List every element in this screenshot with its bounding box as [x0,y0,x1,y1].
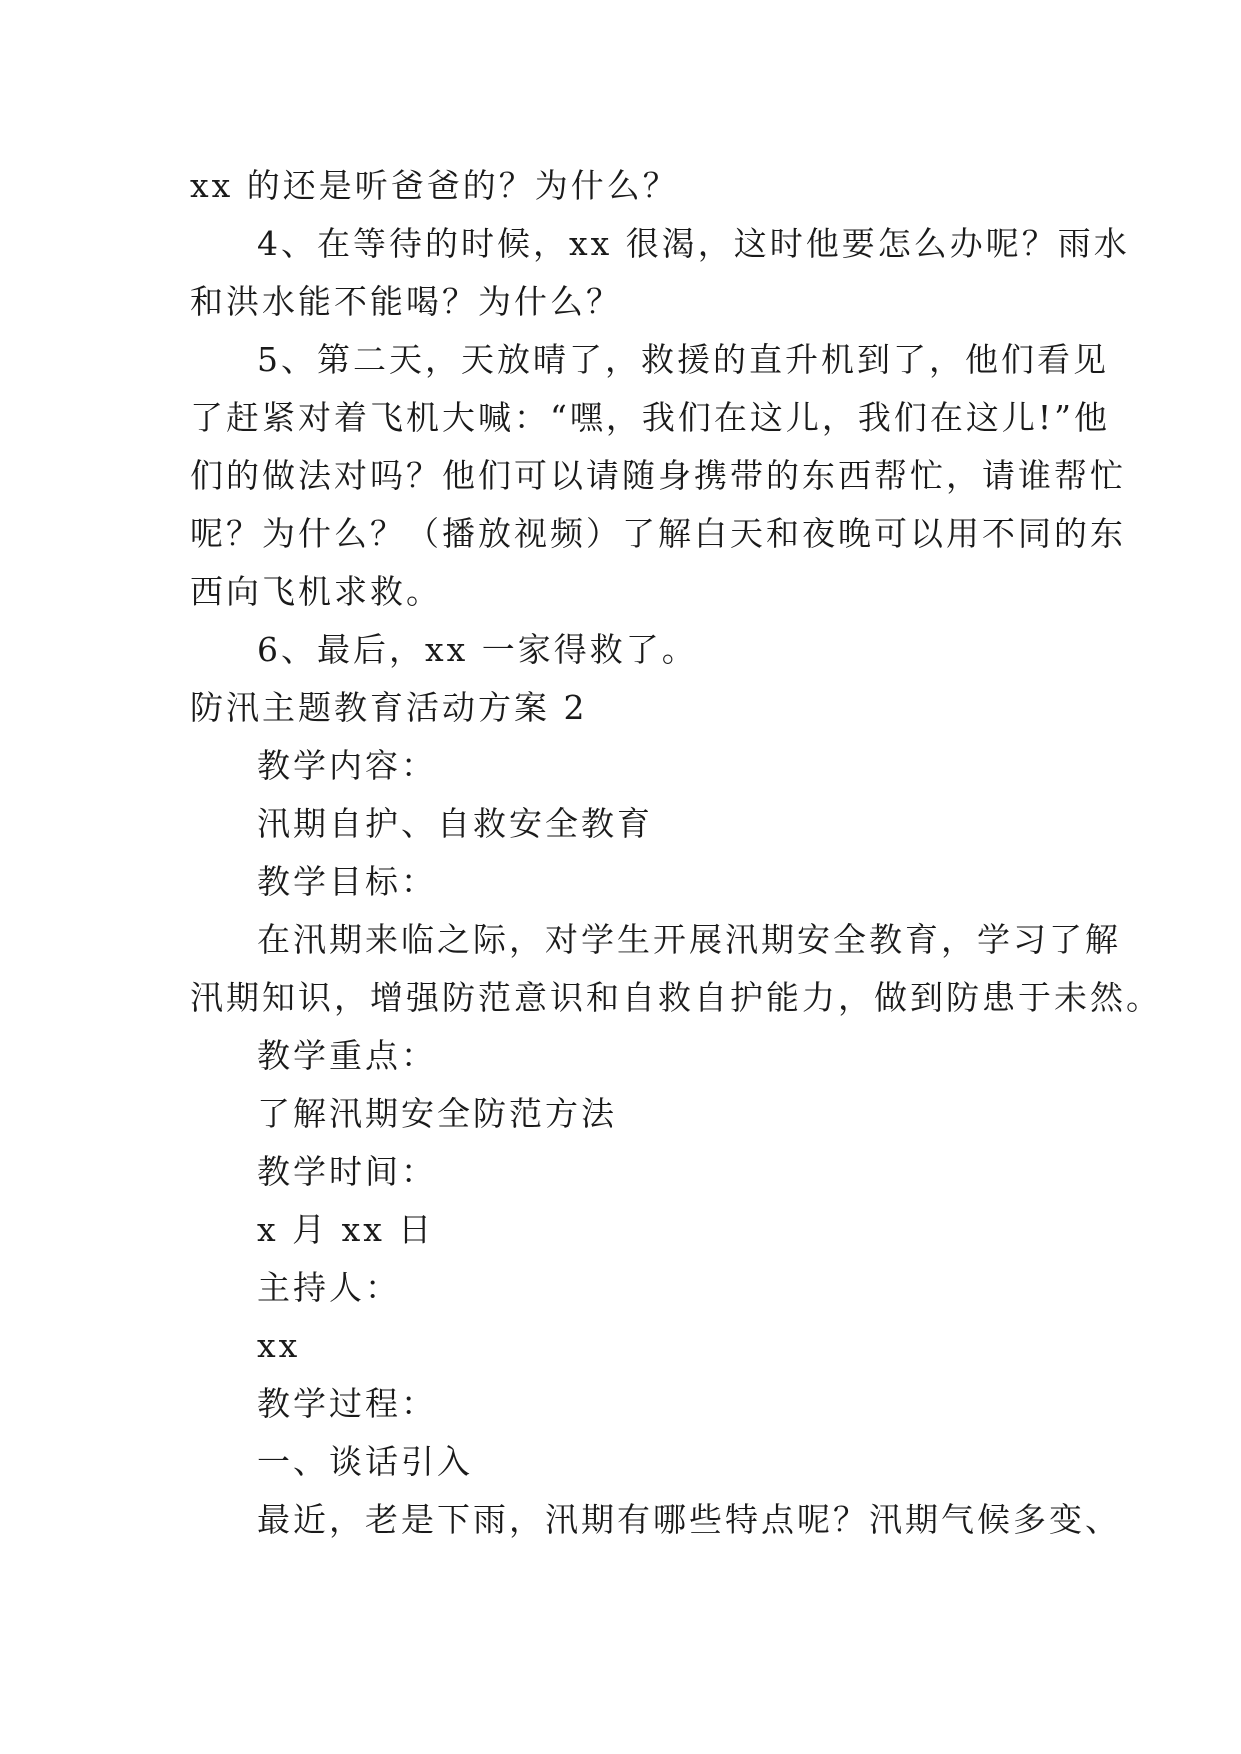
text-line: 主持人： [257,1268,401,1307]
text-line: 和洪水能不能喝？为什么？ [190,282,622,321]
text-line: 呢？为什么？（播放视频）了解白天和夜晚可以用不同的东 [190,514,1126,553]
text-line: 西向飞机求救。 [190,572,442,611]
text-line: 了解汛期安全防范方法 [257,1094,617,1133]
text-line: 了赶紧对着飞机大喊：“嘿，我们在这儿，我们在这儿!”他 [190,398,1111,437]
text-line: xx 的还是听爸爸的？为什么？ [190,166,679,205]
text-line: 教学时间： [257,1152,437,1191]
text-line: 在汛期来临之际，对学生开展汛期安全教育，学习了解 [257,920,1121,959]
text-line: 教学过程： [257,1384,437,1423]
text-line: 们的做法对吗？他们可以请随身携带的东西帮忙，请谁帮忙 [190,456,1126,495]
text-line: 最近，老是下雨，汛期有哪些特点呢？汛期气候多变、 [257,1500,1121,1539]
text-line: 汛期自护、自救安全教育 [257,804,653,843]
text-line: x 月 xx 日 [257,1210,435,1249]
text-line: 一、谈话引入 [257,1442,473,1481]
text-line: 教学目标： [257,862,437,901]
text-line: 汛期知识，增强防范意识和自救自护能力，做到防患于未然。 [190,978,1162,1017]
text-line: 5、第二天，天放晴了，救援的直升机到了，他们看见 [257,340,1109,379]
text-line: 教学内容： [257,746,437,785]
text-line: 4、在等待的时候，xx 很渴，这时他要怎么办呢？雨水 [257,224,1130,263]
section-heading: 防汛主题教育活动方案 2 [190,688,588,727]
text-line: 6、最后，xx 一家得救了。 [257,630,698,669]
text-line: xx [257,1326,301,1365]
text-line: 教学重点： [257,1036,437,1075]
